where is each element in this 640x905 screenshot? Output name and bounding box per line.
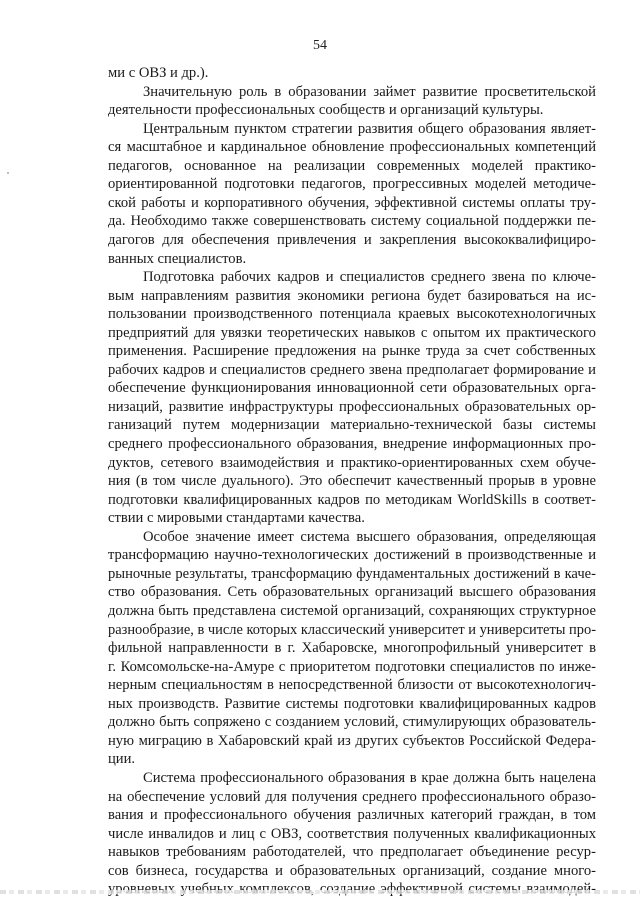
text-line: ствии с мировыми стандартами качества. xyxy=(108,510,365,527)
text-line: трансформацию научно-технологических достижений в производственные и xyxy=(108,547,596,564)
scan-speck xyxy=(7,172,9,174)
text-line: ванных специалистов. xyxy=(108,250,247,267)
text-line: среднего профессионального образования, внедрение информационных про- xyxy=(108,436,596,452)
text-line: разнообразие, в числе которых классический университет и университеты про- xyxy=(108,621,596,638)
text-line: числе инвалидов и лиц с ОВЗ, соответствия полученных квалификационных xyxy=(108,825,596,842)
text-line: ориентированной подготовки педагогов, прогрессивных моделей методиче- xyxy=(108,176,596,193)
text-line: нерным специальностям в непосредственной близости от высокотехнологич- xyxy=(108,677,596,694)
scan-footer-artifact xyxy=(0,890,640,894)
text-line: должно быть сопряжено с созданием условий, стимулирующих образователь- xyxy=(108,714,596,731)
text-line: ную миграцию в Хабаровский край из других субъектов Российской Федера- xyxy=(108,732,596,749)
text-line: ганизаций путем модернизации материально-технической базы системы xyxy=(108,417,596,434)
text-line: рыночные результаты, трансформацию фундаментальных достижений в каче- xyxy=(108,565,596,582)
text-line: Центральным пунктом стратегии развития общего образования являет- xyxy=(143,120,596,137)
text-line: должна быть представлена системой организаций, сохраняющих структурное xyxy=(108,603,596,619)
text-line: педагогов, основанное на реализации современных моделей практико- xyxy=(108,157,596,174)
text-line: да. Необходимо также совершенствовать систему социальной поддержки пе- xyxy=(108,213,596,230)
text-line: навыков требованиям работодателей, что предполагает объединение ресур- xyxy=(108,844,596,861)
text-line: рабочих кадров и специалистов среднего звена предполагает формирование и xyxy=(108,361,596,378)
text-line: ство образования. Сеть образовательных организаций высшего образования xyxy=(108,584,596,601)
text-line: применения. Расширение предложения на рынке труда за счет собственных xyxy=(108,343,596,360)
text-line: дуктов, сетевого взаимодействия и практико-ориентированных схем обуче- xyxy=(108,454,596,471)
text-line: Особое значение имеет система высшего образования, определяющая xyxy=(143,528,596,545)
text-line: ской работы и корпоративного обучения, эффективной системы оплаты тру- xyxy=(108,194,596,211)
text-line: сов бизнеса, государства и образовательных организаций, создание много- xyxy=(108,862,596,879)
text-line: Подготовка рабочих кадров и специалистов среднего звена по ключе- xyxy=(143,269,596,286)
text-line: г. Комсомольске-на-Амуре с приоритетом подготовки специалистов по инже- xyxy=(108,658,596,675)
text-line: Система профессионального образования в крае должна быть нацелена xyxy=(143,769,596,786)
text-line: пользовании производственного потенциала краевых высокотехнологичных xyxy=(108,306,596,323)
text-line: предприятий для увязки теоретических навыков с опытом их практического xyxy=(108,324,596,341)
text-line: деятельности профессиональных сообществ и организаций культуры. xyxy=(108,102,544,119)
text-line: дагогов для обеспечения привлечения и закрепления высококвалифициро- xyxy=(108,232,596,248)
text-line: ся масштабное и кардинальное обновление профессиональных компетенций xyxy=(108,139,596,156)
page-number: 54 xyxy=(313,38,327,53)
text-line: подготовки квалифицированных кадров по методикам WorldSkills в соответ- xyxy=(108,491,596,508)
text-line: низаций, развитие инфраструктуры профессиональных образовательных ор- xyxy=(108,398,596,415)
text-line: обеспечение функционирования инновационной сети образовательных орга- xyxy=(108,380,596,397)
text-line: Значительную роль в образовании займет развитие просветительской xyxy=(143,83,596,100)
text-line: на обеспечение условий для получения среднего профессионального образо- xyxy=(108,788,596,805)
text-line: вания и профессионального обучения различных категорий граждан, в том xyxy=(108,807,596,823)
text-line: вым направлениям развития экономики региона будет базироваться на ис- xyxy=(108,287,596,304)
text-line: фильной направленности в г. Хабаровске, многопрофильный университет в xyxy=(108,640,596,657)
text-line: ции. xyxy=(108,751,136,768)
text-line: ных производств. Развитие системы подготовки квалифицированных кадров xyxy=(108,695,596,712)
text-line: ми с ОВЗ и др.). xyxy=(108,65,209,81)
text-line: ния (в том числе дуального). Это обеспечит качественный прорыв в уровне xyxy=(108,473,596,490)
